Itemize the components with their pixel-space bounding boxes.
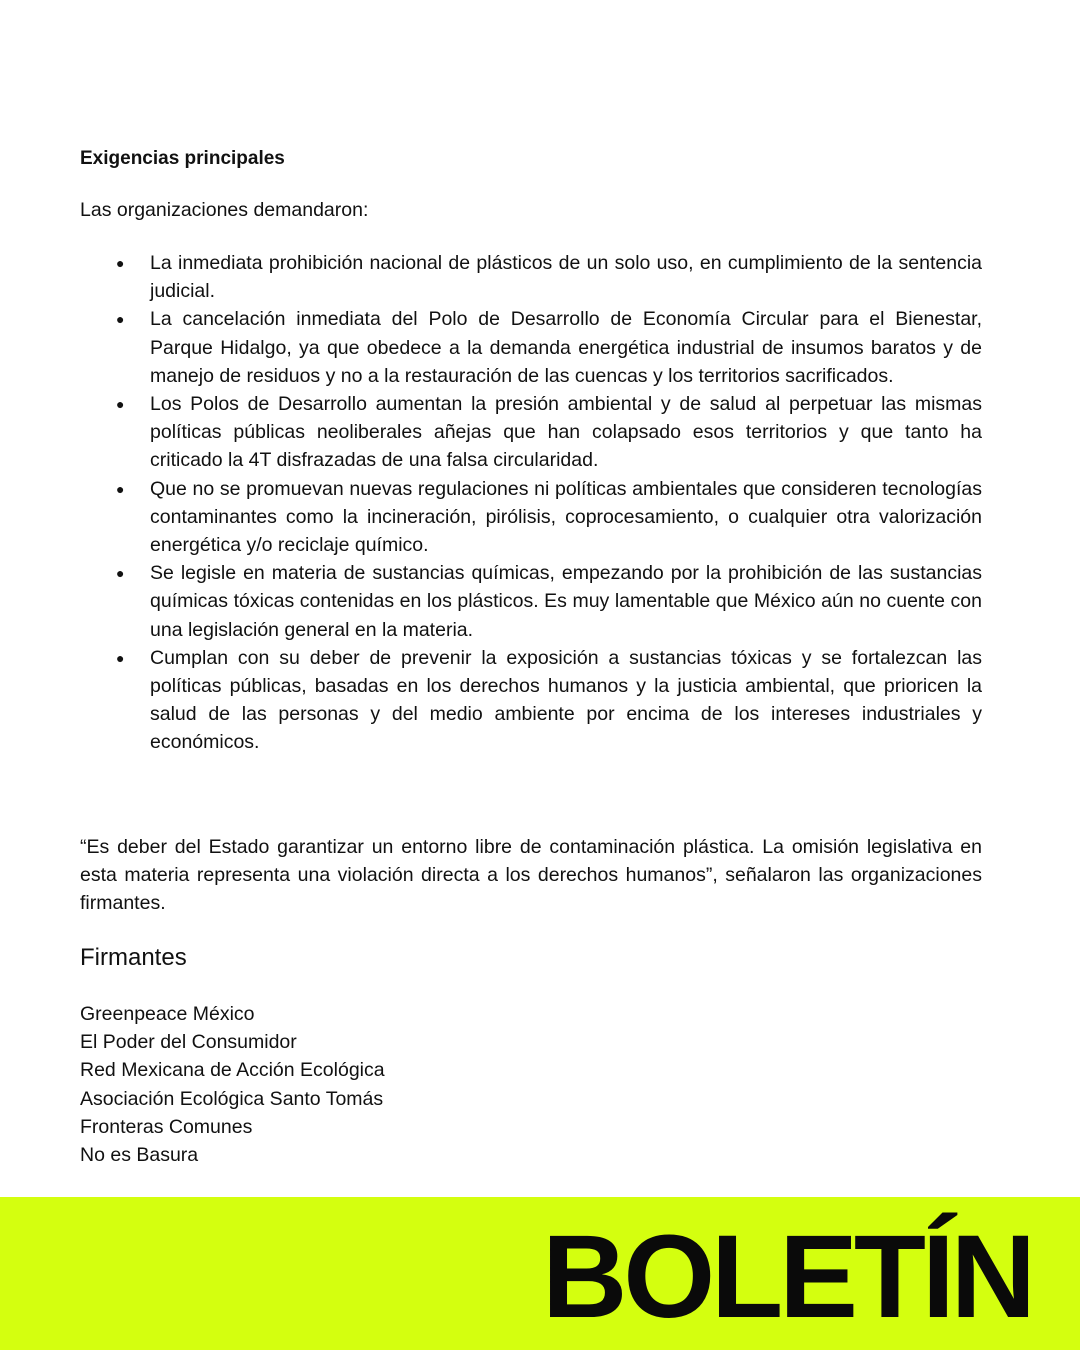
signer-item: Fronteras Comunes [80,1115,253,1138]
demand-item [80,305,982,390]
demand-item [80,249,982,305]
banner-title: BOLETÍN [542,1211,1032,1343]
demand-item [80,475,982,560]
demand-text: Que no se promuevan nuevas regulaciones ni políticas ambientales que consideren tecnologías contaminantes como la incineración, pirólisis, coprocesamiento, o cualquier otra valorización energética y/o reciclaje químico. [150,477,982,557]
signer-item: No es Basura [80,1144,199,1167]
signers-list [80,1000,385,1169]
bullet-icon: ● [116,311,125,328]
signer-item: Red Mexicana de Acción Ecológica [80,1059,385,1082]
bullet-icon: ● [116,480,125,497]
signers-heading: Firmantes [80,944,187,971]
demand-text: Los Polos de Desarrollo aumentan la presión ambiental y de salud al perpetuar las mismas políticas públicas neoliberales añejas que han colapsado esos territorios y que tanto ha criticado la 4T disfrazadas de una falsa circularidad. [150,393,982,472]
bullet-icon: ● [116,649,125,666]
boletin-banner [0,1197,1080,1350]
demand-item [80,644,982,757]
demand-text: La inmediata prohibición nacional de plásticos de un solo uso, en cumplimiento de la sentencia judicial. [150,252,982,303]
demand-text: Cumplan con su deber de prevenir la exposición a sustancias tóxicas y se fortalezcan las políticas públicas, basadas en los derechos humanos y la justicia ambiental, que prioricen la salud de las personas y del medio ambiente por encima de los intereses industriales y económicos. [150,646,982,754]
demands-list [80,249,982,757]
intro-text: Las organizaciones demandaron: [80,199,369,221]
demand-item [80,559,982,644]
bullet-icon: ● [116,565,125,582]
section-heading: Exigencias principales [80,148,285,169]
signer-item: El Poder del Consumidor [80,1031,297,1054]
signer-item: Greenpeace México [80,1003,255,1025]
quote-paragraph: “Es deber del Estado garantizar un entorno libre de contaminación plástica. La omisión legislativa en esta materia representa una violación directa a los derechos humanos”, señalaron las organizaciones firmantes. [80,836,982,914]
demand-text: La cancelación inmediata del Polo de Desarrollo de Economía Circular para el Bienestar, Parque Hidalgo, ya que obedece a la demanda energética industrial de insumos baratos y de manejo de residuos y no a la restauración de las cuencas y los territorios sacrificados. [150,308,982,387]
bullet-icon: ● [116,255,125,271]
demand-item [80,390,982,475]
demand-text: Se legisle en materia de sustancias químicas, empezando por la prohibición de las sustancias químicas tóxicas contenidas en los plásticos. Es muy lamentable que México aún no cuente con una legislación general en la materia. [150,562,982,641]
bullet-icon: ● [116,396,125,413]
signer-item: Asociación Ecológica Santo Tomás [80,1087,384,1110]
